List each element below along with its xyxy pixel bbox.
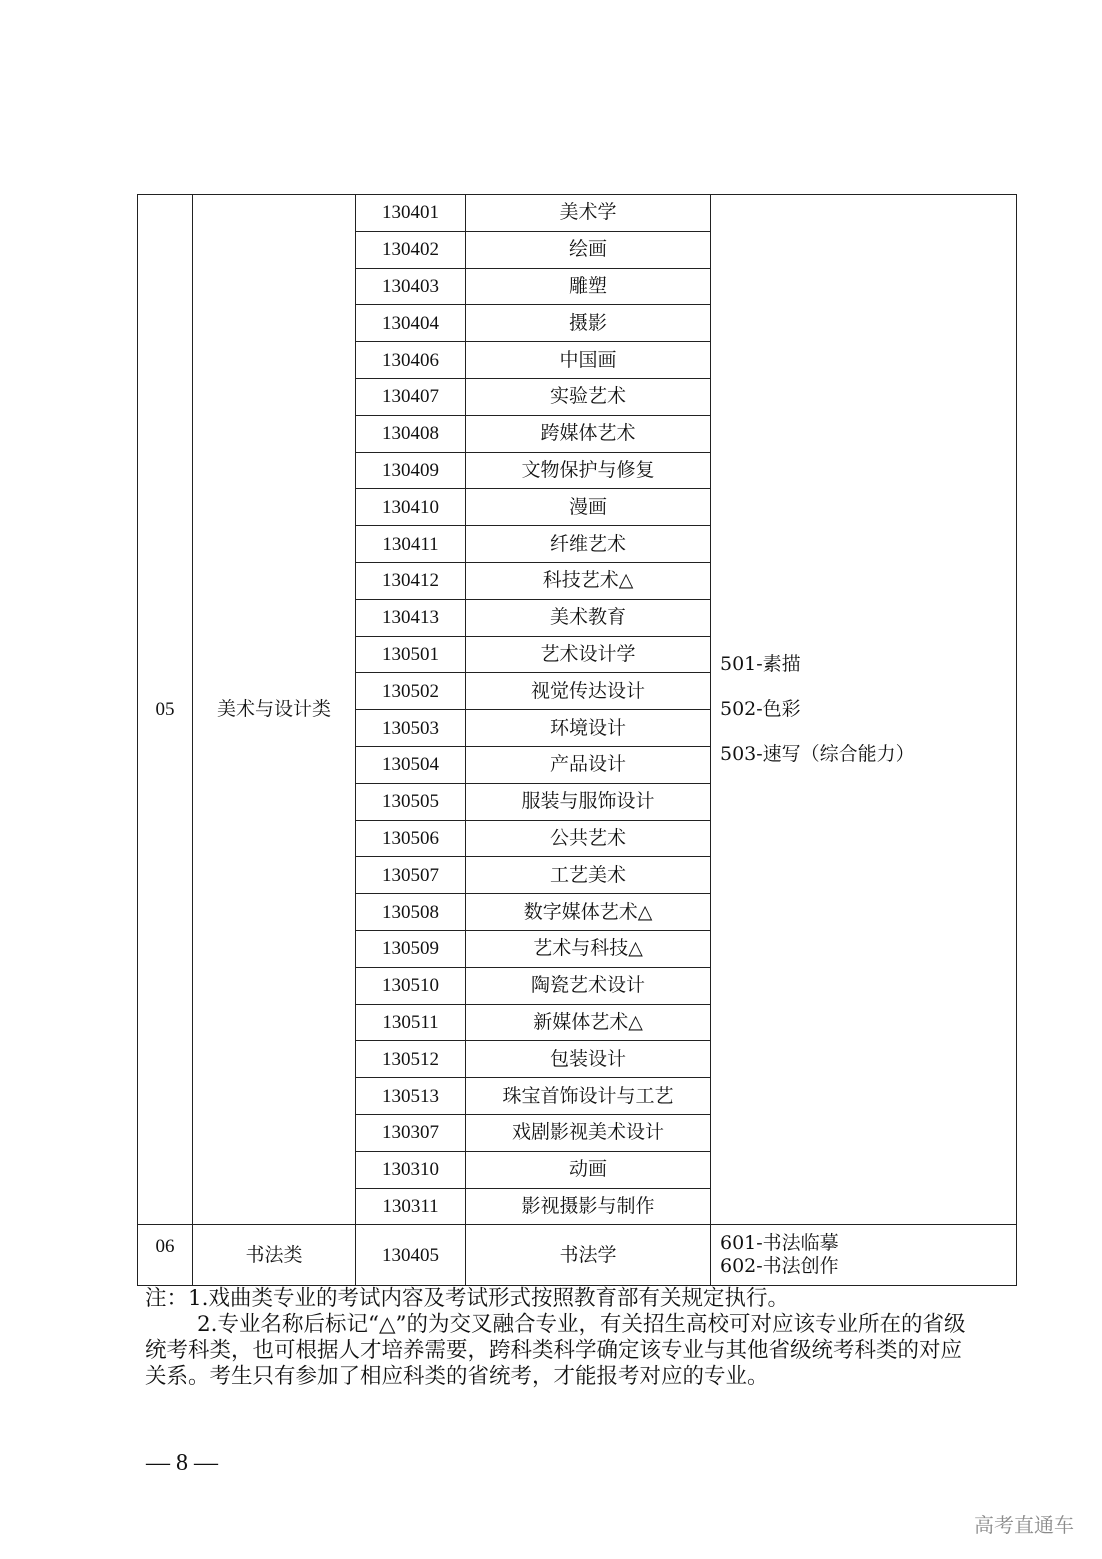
major-name: 视觉传达设计: [466, 673, 711, 710]
major-name: 科技艺术△: [466, 562, 711, 599]
group-name: 书法类: [193, 1225, 356, 1286]
major-code: 130307: [356, 1114, 466, 1151]
major-code: 130413: [356, 599, 466, 636]
major-name: 实验艺术: [466, 378, 711, 415]
major-name: 跨媒体艺术: [466, 415, 711, 452]
majors-table: [137, 194, 1017, 1286]
exam-subject: 602-书法创作: [720, 1255, 839, 1278]
major-code: 130405: [356, 1225, 466, 1286]
major-code: 130504: [356, 746, 466, 783]
major-code: 130410: [356, 489, 466, 526]
major-name: 美术教育: [466, 599, 711, 636]
major-code: 130509: [356, 930, 466, 967]
major-code: 130403: [356, 268, 466, 305]
note-line-1: 注：1.戏曲类专业的考试内容及考试形式按照教育部有关规定执行。: [145, 1286, 790, 1311]
major-name: 文物保护与修复: [466, 452, 711, 489]
note-line-2: 2.专业名称后标记“△”的为交叉融合专业，有关招生高校可对应该专业所在的省级统考科类，也可根据人才培养需要，跨科类科学确定该专业与其他省级统考科类的对应关系。考生只有参加了相应科类的省统考，才能报考对应的专业。: [145, 1312, 966, 1389]
major-name: 公共艺术: [466, 820, 711, 857]
major-code: 130401: [356, 195, 466, 232]
major-code: 130511: [356, 1004, 466, 1041]
major-code: 130406: [356, 342, 466, 379]
major-name: 数字媒体艺术△: [466, 894, 711, 931]
major-name: 雕塑: [466, 268, 711, 305]
majors-table-body: [138, 195, 1017, 1286]
major-code: 130512: [356, 1041, 466, 1078]
major-name: 影视摄影与制作: [466, 1188, 711, 1225]
major-name: 动画: [466, 1151, 711, 1188]
major-name: 艺术与科技△: [466, 930, 711, 967]
major-name: 珠宝首饰设计与工艺: [466, 1078, 711, 1115]
major-name: 漫画: [466, 489, 711, 526]
major-code: 130501: [356, 636, 466, 673]
major-code: 130505: [356, 783, 466, 820]
group-name: 美术与设计类: [193, 195, 356, 1225]
exam-subjects: [711, 195, 1017, 1225]
major-code: 130507: [356, 857, 466, 894]
major-name: 陶瓷艺术设计: [466, 967, 711, 1004]
major-code: 130402: [356, 231, 466, 268]
group-number: 05: [138, 195, 193, 1225]
major-code: 130404: [356, 305, 466, 342]
major-code: 130310: [356, 1151, 466, 1188]
notes: [145, 1286, 975, 1390]
major-name: 中国画: [466, 342, 711, 379]
major-code: 130411: [356, 526, 466, 563]
major-name: 艺术设计学: [466, 636, 711, 673]
major-name: 工艺美术: [466, 857, 711, 894]
major-name: 书法学: [466, 1225, 711, 1286]
major-name: 摄影: [466, 305, 711, 342]
major-code: 130510: [356, 967, 466, 1004]
major-name: 纤维艺术: [466, 526, 711, 563]
major-name: 绘画: [466, 231, 711, 268]
major-code: 130502: [356, 673, 466, 710]
exam-subjects: [711, 1225, 1017, 1286]
table-row: [138, 195, 1017, 232]
major-code: 130506: [356, 820, 466, 857]
page-number: — 8 —: [146, 1450, 218, 1476]
group-number: 06: [138, 1225, 193, 1286]
major-name: 产品设计: [466, 746, 711, 783]
table-row: [138, 1225, 1017, 1286]
exam-subject: 601-书法临摹: [720, 1231, 839, 1254]
major-code: 130513: [356, 1078, 466, 1115]
major-name: 美术学: [466, 195, 711, 232]
major-code: 130503: [356, 710, 466, 747]
major-code: 130311: [356, 1188, 466, 1225]
watermark: 高考直通车: [974, 1513, 1074, 1537]
exam-subject: 502-色彩: [720, 698, 801, 721]
major-name: 戏剧影视美术设计: [466, 1114, 711, 1151]
major-name: 新媒体艺术△: [466, 1004, 711, 1041]
major-code: 130508: [356, 894, 466, 931]
major-name: 服装与服饰设计: [466, 783, 711, 820]
major-code: 130408: [356, 415, 466, 452]
major-code: 130407: [356, 378, 466, 415]
exam-subject: 503-速写（综合能力）: [720, 743, 915, 766]
exam-subject: 501-素描: [720, 653, 801, 676]
major-code: 130412: [356, 562, 466, 599]
major-name: 环境设计: [466, 710, 711, 747]
major-name: 包装设计: [466, 1041, 711, 1078]
major-code: 130409: [356, 452, 466, 489]
